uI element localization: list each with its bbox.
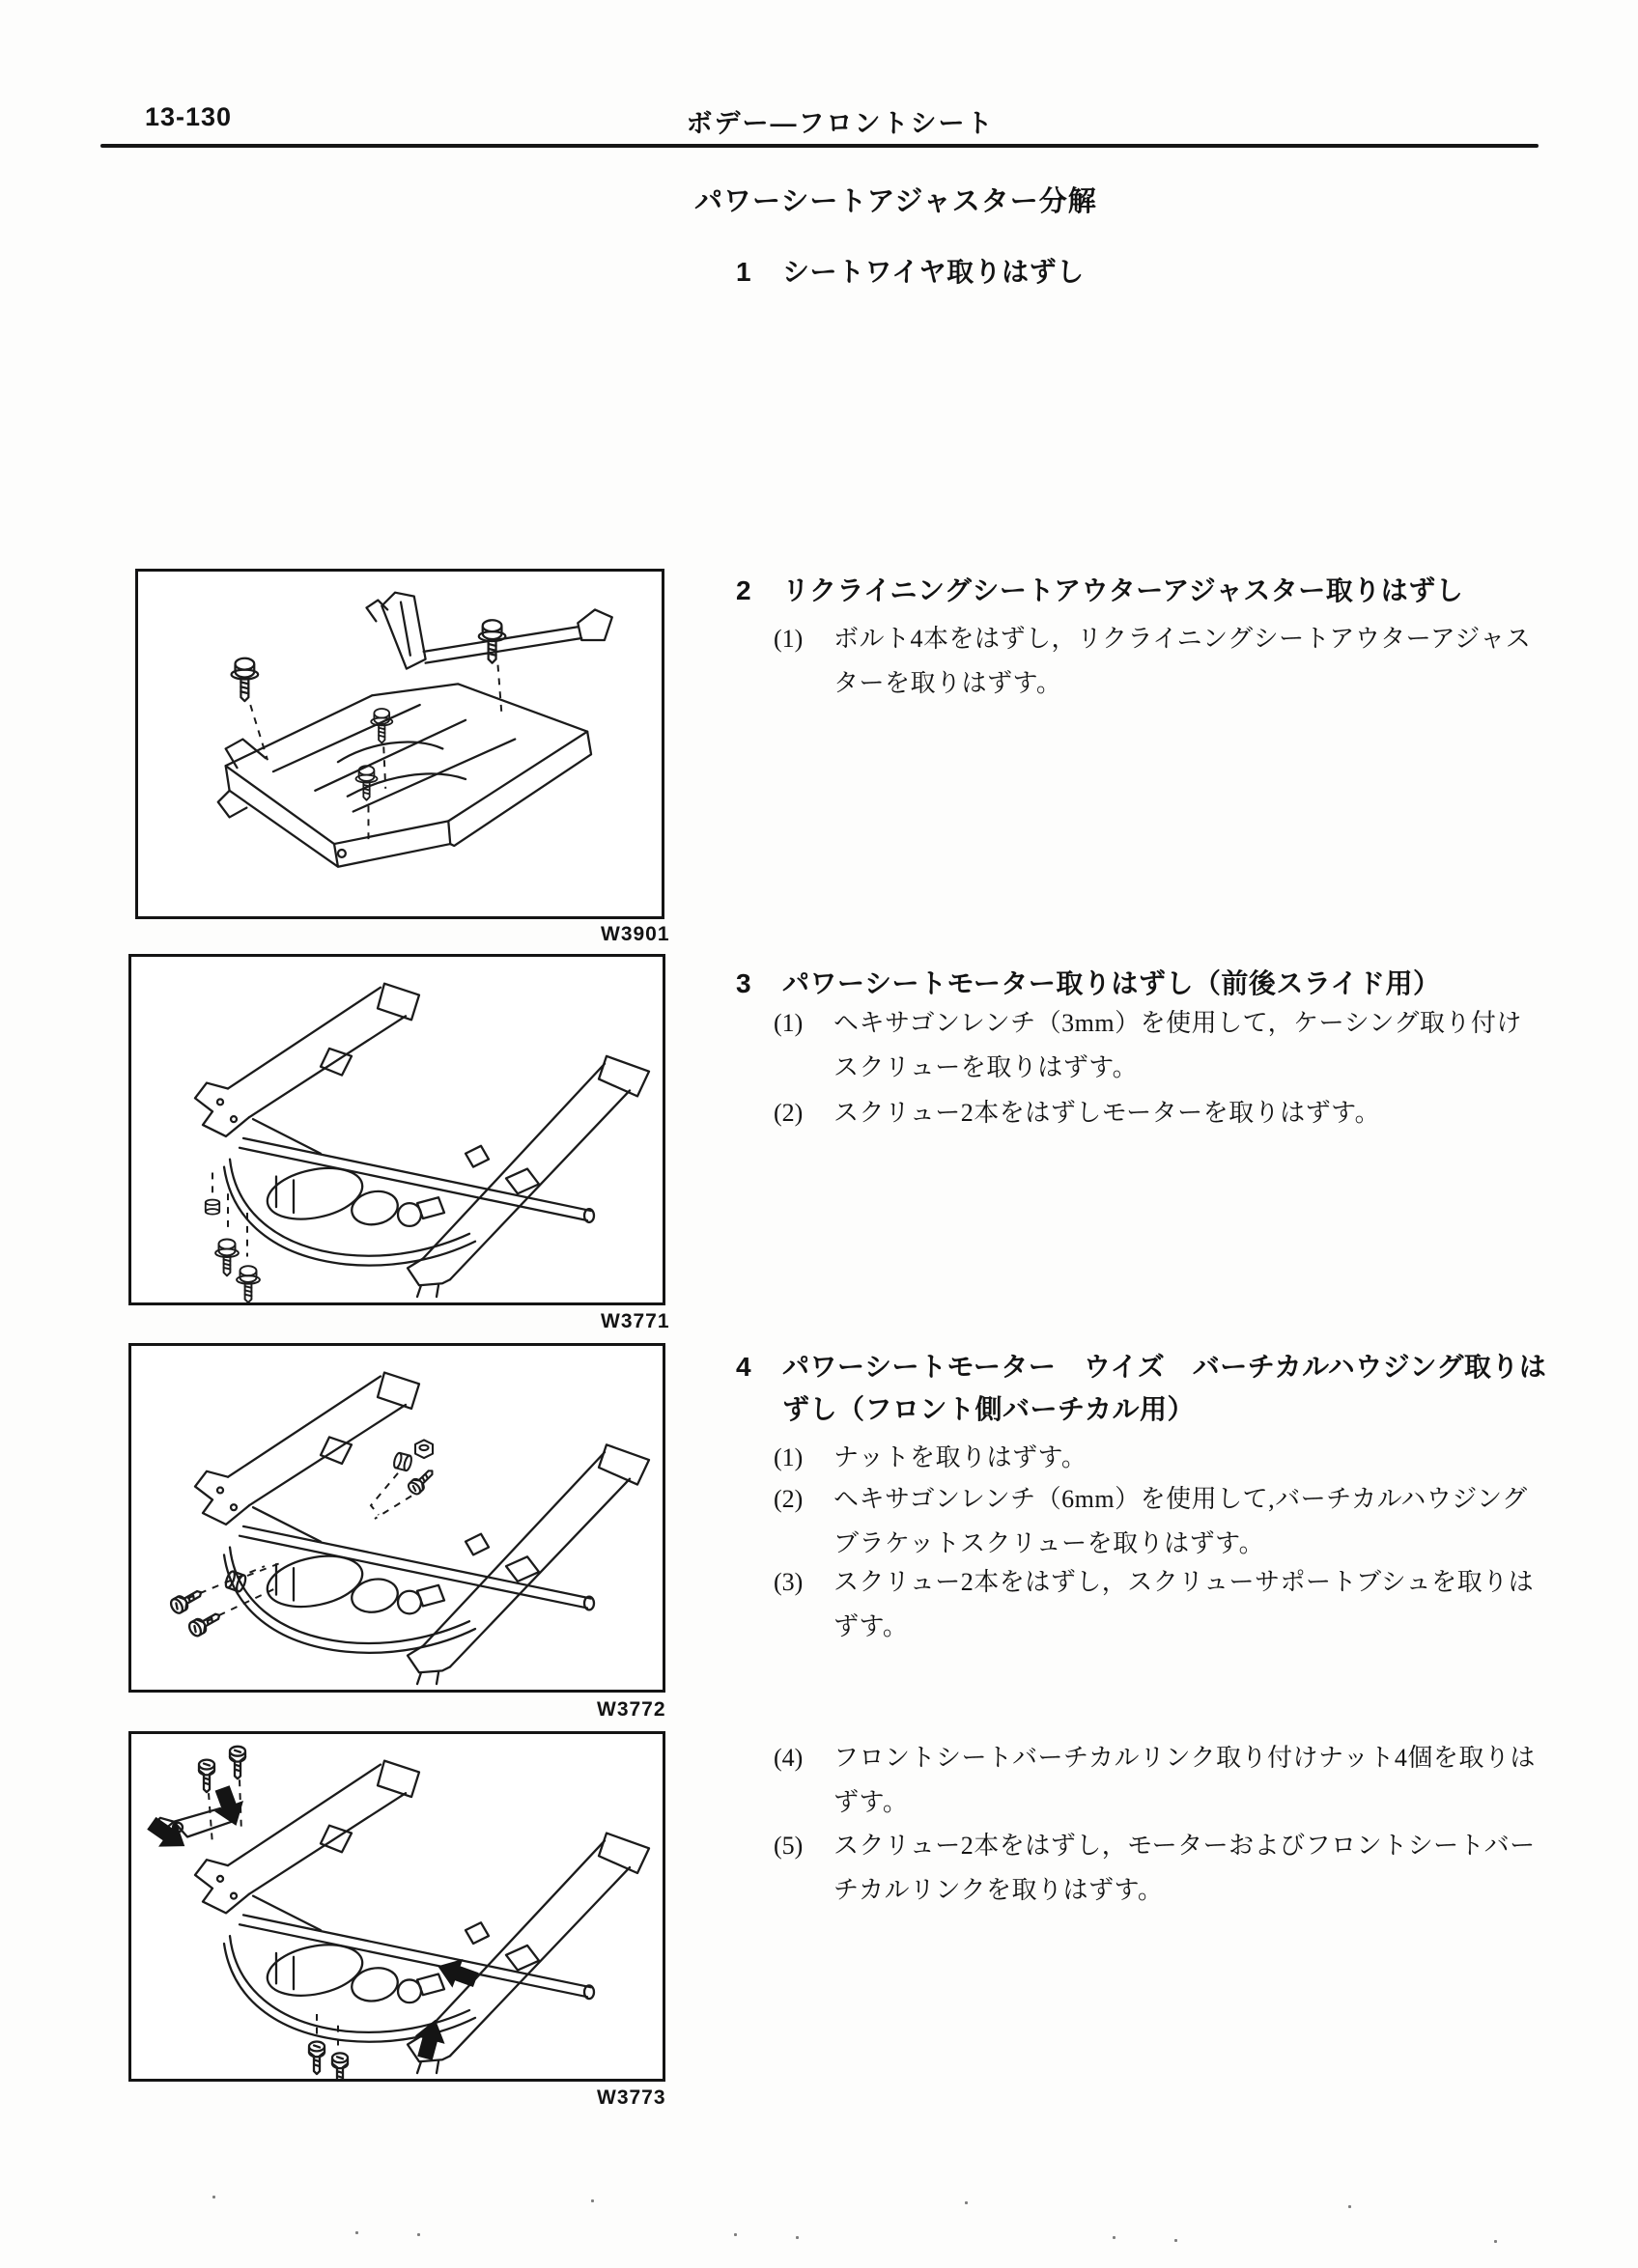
substep-number: (1) — [774, 1443, 804, 1471]
scan-speck — [1348, 2205, 1351, 2208]
step-2-heading-row — [736, 570, 1463, 612]
figure-code: W3771 — [601, 1310, 670, 1332]
scan-speck — [591, 2199, 594, 2202]
substep-text: ヘキサゴンレンチ（6mm）を使用して,バーチカルハウジングブラケットスクリューを取りはずす。 — [833, 1485, 1528, 1557]
page-title: パワーシートアジャスター分解 — [694, 186, 1097, 217]
step-number: 4 — [736, 1352, 751, 1382]
step-number: 2 — [736, 575, 751, 605]
step-heading: パワーシートモーター取りはずし（前後スライド用） — [782, 968, 1441, 998]
scan-speck — [1494, 2240, 1497, 2243]
step-heading: パワーシートモーター ウイズ バーチカルハウジング取りはずし（フロント側バーチカル用） — [782, 1352, 1547, 1424]
scan-speck — [965, 2201, 968, 2204]
scan-speck — [734, 2233, 737, 2236]
substep-text: スクリュー2本をはずしモーターを取りはずす。 — [833, 1099, 1381, 1127]
scan-speck — [796, 2236, 799, 2239]
figure-power-seat-motor-slide — [128, 954, 665, 1305]
page-number: 13-130 — [145, 102, 233, 131]
scan-speck — [1174, 2239, 1177, 2242]
scan-speck — [1113, 2236, 1116, 2239]
step-4-heading-row — [736, 1346, 1547, 1431]
step-4-substep-3 — [774, 1560, 1546, 1649]
figure-2-drawing — [131, 957, 663, 1302]
substep-text: ヘキサゴンレンチ（3mm）を使用して，ケーシング取り付けスクリューを取りはずす。 — [833, 1009, 1522, 1081]
substep-text: ナットを取りはずす。 — [833, 1443, 1087, 1471]
substep-number: (1) — [774, 625, 804, 653]
header-rule — [100, 144, 1539, 148]
step-4-substep-2 — [774, 1477, 1546, 1566]
step-2-substep-1 — [774, 617, 1546, 706]
step-1-heading-row — [736, 251, 1085, 294]
step-3-heading-row — [736, 963, 1440, 1005]
step-heading: シートワイヤ取りはずし — [782, 257, 1085, 287]
substep-text: ボルト4本をはずし，リクライニングシートアウターアジャスターを取りはずす。 — [833, 625, 1532, 697]
substep-number: (2) — [774, 1099, 804, 1127]
step-number: 3 — [736, 968, 751, 998]
scan-speck — [417, 2233, 420, 2236]
figure-vertical-housing — [128, 1343, 665, 1693]
substep-number: (3) — [774, 1568, 804, 1596]
scan-speck — [355, 2231, 358, 2234]
figure-vertical-link — [128, 1731, 665, 2082]
figure-4-drawing — [131, 1734, 663, 2079]
figure-code: W3901 — [601, 923, 670, 945]
step-4-substep-4 — [774, 1736, 1546, 1825]
substep-number: (1) — [774, 1009, 804, 1037]
figure-seat-adjuster-bolts — [135, 569, 664, 919]
figure-3-drawing — [131, 1346, 663, 1690]
substep-text: フロントシートバーチカルリンク取り付けナット4個を取りはずす。 — [833, 1744, 1536, 1816]
substep-text: スクリュー2本をはずし，スクリューサポートブシュを取りはずす。 — [833, 1568, 1535, 1640]
substep-number: (5) — [774, 1832, 804, 1860]
step-3-substep-1 — [774, 1001, 1546, 1090]
step-number: 1 — [736, 257, 751, 287]
header-section-title: ボデー—フロントシート — [686, 109, 995, 138]
substep-text: スクリュー2本をはずし，モーターおよびフロントシートバーチカルリンクを取りはずす。 — [833, 1832, 1536, 1904]
step-heading: リクライニングシートアウターアジャスター取りはずし — [782, 575, 1464, 605]
figure-code: W3772 — [597, 1698, 666, 1721]
step-4-substep-1 — [774, 1436, 1546, 1480]
figure-code: W3773 — [597, 2086, 666, 2109]
scan-speck — [212, 2196, 215, 2198]
substep-number: (2) — [774, 1485, 804, 1513]
step-4-substep-5 — [774, 1824, 1546, 1913]
figure-1-drawing — [138, 572, 662, 916]
substep-number: (4) — [774, 1744, 804, 1772]
step-3-substep-2 — [774, 1091, 1546, 1135]
